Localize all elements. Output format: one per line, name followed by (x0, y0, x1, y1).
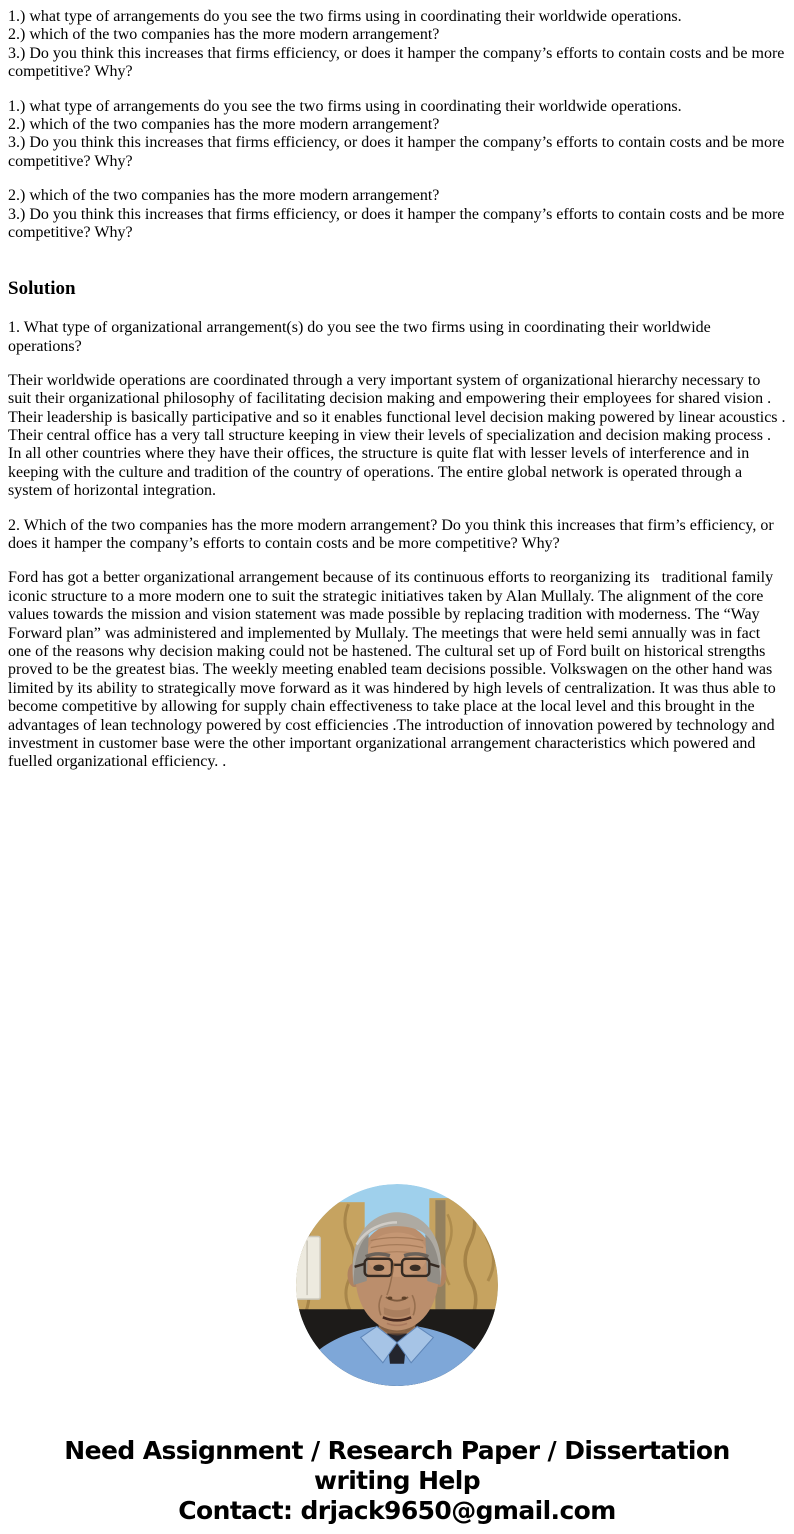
question-line: 2.) which of the two companies has the more modern arrangement? (8, 187, 440, 205)
footer-banner (8, 1436, 786, 1526)
question-line: 2.) which of the two companies has the more modern arrangement? (8, 26, 440, 44)
question-line: 3.) Do you think this increases that firms efficiency, or does it hamper the company’s efforts to contain costs and be more competitive? Why? (8, 44, 785, 81)
avatar-eye-left (373, 1264, 384, 1270)
avatar-row (8, 1184, 786, 1386)
avatar (296, 1184, 498, 1386)
solution-answer-2: Ford has got a better organizational arrangement because of its continuous efforts to reorganizing its traditional family iconic structure to a more modern one to suit the strategic initiatives taken by Alan Mullaly. The alignment of the core values towards the mission and vision statement was made possible by replacing tradition with moderness. The “Way Forward plan” was administered and implemented by Mullaly. The meetings that were held semi annually was in fact one of the reasons why decision making could not be hastened. The cultural set up of Ford built on historical strengths proved to be the greatest bias. The weekly meeting enabled team decisions possible. Volkswagen on the other hand was limited by its ability to strategically move forward as it was hindered by high levels of centralization. It was thus able to become competitive by allowing for supply chain effectiveness to take place at the local level and this brought in the advantages of lean technology powered by cost efficiencies .The introduction of innovation powered by technology and investment in customer base were the other important organizational arrangement characteristics which powered and fuelled organizational efficiency. . (8, 569, 776, 771)
footer-line-1: Need Assignment / Research Paper / Dissertation (64, 1435, 730, 1465)
question-block-2 (8, 98, 786, 172)
question-block-1 (8, 8, 786, 82)
document-body (8, 8, 786, 1526)
question-line: 2.) which of the two companies has the more modern arrangement? (8, 115, 440, 133)
question-line: 1.) what type of arrangements do you see the two firms using in coordinating their worldwide operations. (8, 97, 682, 115)
solution-question-1: 1. What type of organizational arrangement(s) do you see the two firms using in coordinating their worldwide operations? (8, 319, 711, 355)
avatar-portrait-graphic (296, 1184, 498, 1386)
solution-answer-1: Their worldwide operations are coordinated through a very important system of organizational hierarchy necessary to suit their organizational philosophy of facilitating decision making and empowering their employees for shared vision . Their leadership is basically participative and so it enables functional level decision making powered by linear acoustics . Their central office has a very tall structure keeping in view their levels of specialization and decision making process . In all other countries where they have their offices, the structure is quite flat with lesser levels of interference and in keeping with the culture and tradition of the country of operations. The entire global network is operated through a system of horizontal integration. (8, 371, 786, 500)
question-line: 3.) Do you think this increases that firms efficiency, or does it hamper the company’s efforts to contain costs and be more competitive? Why? (8, 205, 785, 241)
footer-contact-line: Contact: drjack9650@gmail.com (178, 1495, 616, 1525)
avatar-eye-right (410, 1264, 421, 1270)
blank-space (8, 788, 786, 1184)
question-line: 1.) what type of arrangements do you see the two firms using in coordinating their worldwide operations. (8, 8, 682, 25)
solution-question-2: 2. Which of the two companies has the more modern arrangement? Do you think this increases that firm’s efficiency, or does it hamper the company’s efforts to contain costs and be more competitive? Why? (8, 516, 774, 553)
footer-line-2: writing Help (313, 1465, 481, 1495)
question-block-3 (8, 187, 786, 242)
question-line: 3.) Do you think this increases that firms efficiency, or does it hamper the company’s efforts to contain costs and be more competitive? Why? (8, 134, 785, 170)
avatar-window-panel (296, 1236, 320, 1299)
solution-heading: Solution (8, 278, 76, 300)
